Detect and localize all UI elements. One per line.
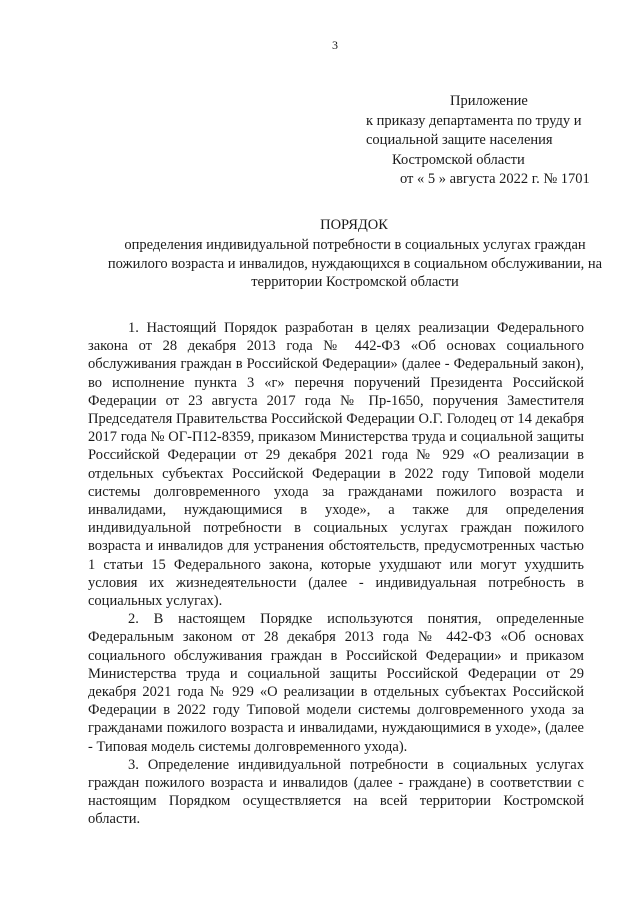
appendix-line: Костромской области [392,151,525,168]
paragraph-3: 3. Определение индивидуальной потребности в социальных услугах граждан пожилого возраста и инвалидов (далее - граждане) в соответствии с настоящим Порядком осуществляется на всей территории Костромской области. [88,756,584,828]
appendix-line: социальной защите населения [366,132,553,148]
appendix-order-date: от « 5 » августа 2022 г. № 1701 [400,171,590,187]
appendix-heading: Приложение [450,93,528,109]
page-number: 3 [332,38,338,52]
appendix-line: к приказу департамента по труду и [366,112,582,129]
document-title: ПОРЯДОК [320,217,388,233]
paragraph-1: 1. Настоящий Порядок разработан в целях реализации Федерального закона от 28 декабря 2013 года № 442-ФЗ «Об основах социального обслуживания граждан в Российской Федерации» (далее - Федеральный закон), во исполнение пункта 3 «г» перечня поручений Президента Российской Федерации от 23 августа 2017 года № Пр-1650, поручения Заместителя Председателя Правительства Российской Федерации О.Г. Голодец от 14 декабря 2017 года № ОГ-П12-8359, приказом Министерства труда и социальной защиты Российской Федерации от 29 декабря 2021 года № 929 «О реализации в отдельных субъектах Российской Федерации в 2022 году Типовой модели системы долговременного ухода за гражданами пожилого возраста и инвалидами, нуждающимися в уходе», а также для определения индивидуальной потребности в социальных услугах граждан пожилого возраста и инвалидов для устранения обстоятельств, предусмотренных частью 1 статьи 15 Федерального закона, которые ухудшают или могут ухудшить условия их жизнедеятельности (далее - индивидуальная потребность в социальных услугах). [88,320,584,610]
document-body [88,319,584,829]
document-subtitle: определения индивидуальной потребности в социальных услугах граждан пожилого возраста и инвалидов, нуждающихся в социальном обслуживании, на территории Костромской области [107,237,603,290]
paragraph-2: 2. В настоящем Порядке используются понятия, определенные Федеральным законом от 28 декабря 2013 года № 442-ФЗ «Об основах социального обслуживания граждан в Российской Федерации» и приказом Министерства труда и социальной защиты Российской Федерации от 29 декабря 2021 года № 929 «О реализации в отдельных субъектах Российской Федерации в 2022 году Типовой модели системы долговременного ухода за гражданами пожилого возраста и инвалидами, нуждающимися в уходе», (далее - Типовая модель системы долговременного ухода). [88,611,584,755]
appendix-block [330,92,610,190]
